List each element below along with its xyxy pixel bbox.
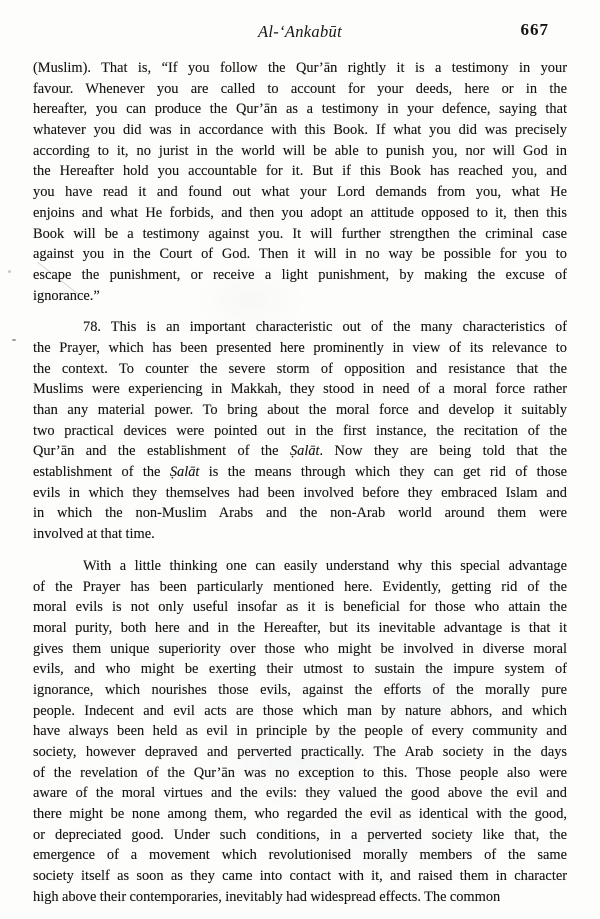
paragraph (33, 58, 567, 306)
text-line: moral evils is not only useful insofar as it is beneficial for those who attain the (33, 599, 567, 616)
text-line: there might be none among them, who regarded the evil as identical with the good, (33, 806, 567, 823)
text-line: hereafter, you can produce the Qur’ān as a testimony in your defence, saying that (33, 101, 567, 118)
text-line: or depreciated good. Under such conditions, in a perverted society like that, the (33, 826, 567, 843)
text-line: Qur’ān and the establishment of the Ṣalāt. Now they are being told that the (33, 443, 567, 460)
text-line: of the revelation of the Qur’ān was no exception to this. Those people also were (33, 764, 567, 781)
text-line: escape the punishment, or receive a light punishment, by making the excuse of (33, 266, 567, 283)
text-line: two practical devices were pointed out in the first instance, the recitation of the (33, 422, 567, 439)
text-line: society, however depraved and perverted practically. The Arab society in the days (33, 744, 567, 760)
text-line: than any material power. To bring about the moral force and develop it suitably (33, 402, 567, 418)
text-line: ignorance, which nourishes those evils, against the efforts of the morally pure (33, 681, 567, 698)
chapter-title: Al-‘Ankabūt (258, 22, 342, 41)
text-line: you have read it and found out what your Lord demands from you, what He (33, 184, 567, 201)
paragraph (33, 556, 567, 908)
text-line: establishment of the Ṣalāt is the means through which they can get rid of those (33, 464, 567, 481)
text-line: favour. Whenever you are called to account for your deeds, here or in the (33, 80, 567, 97)
text-line: society itself as soon as they came into contact with it, and raised them in character (33, 868, 567, 885)
page-header (33, 22, 567, 44)
scan-artifact-dot (12, 339, 16, 341)
text-line: against you in the Court of God. Then it will in no way be possible for you to (33, 246, 567, 263)
text-line: people. Indecent and evil acts are those which man by nature abhors, and which (33, 702, 567, 719)
text-line: whatever you did was in accordance with this Book. If what you did was precisely (33, 122, 567, 139)
text-line: evils in which they themselves had been involved before they embraced Islam and (33, 484, 567, 501)
text-line: moral purity, both here and in the Hereafter, but its inevitable advantage is that it (33, 619, 567, 636)
text-line: Muslims were experiencing in Makkah, they stood in need of a moral force rather (33, 381, 567, 398)
paragraph (33, 317, 567, 545)
text-line: Book will be a testimony against you. It will further strengthen the criminal case (33, 225, 567, 242)
text-line: the Prayer, which has been presented here prominently in view of its relevance to (33, 339, 567, 356)
text-line: With a little thinking one can easily understand why this special advantage (83, 557, 567, 574)
text-line: 78. This is an important characteristic out of the many characteristics of (83, 319, 567, 336)
scan-artifact-dot (8, 270, 11, 273)
text-line: according to it, no jurist in the world will be able to punish you, nor will God in (33, 142, 567, 159)
text-line: the Hereafter hold you accountable for it. But if this Book has reached you, and (33, 163, 567, 180)
text-line: the context. To counter the severe storm of opposition and resistance that the (33, 360, 567, 377)
page-number: 667 (520, 20, 549, 39)
text-line: emergence of a movement which revolutionised morally members of the same (33, 847, 567, 864)
text-line: in which the non-Muslim Arabs and the non-Arab world around them were (33, 505, 567, 522)
text-line: enjoins and what He forbids, and then you adopt an attitude opposed to it, then this (33, 204, 567, 221)
text-line: have always been held as evil in principle by the people of every community and (33, 723, 567, 740)
text-line: high above their contemporaries, inevitably had widespread effects. The common (33, 888, 501, 905)
text-line: aware of the moral virtues and the evils: they valued the good above the evil and (33, 785, 567, 802)
text-line: of the Prayer has been particularly mentioned here. Evidently, getting rid of the (33, 578, 567, 595)
text-line: (Muslim). That is, “If you follow the Qur’ān rightly it is a testimony in your (33, 60, 567, 76)
page-body (33, 58, 567, 919)
text-line: ignorance.” (33, 287, 100, 304)
text-line: evils, and who might be exerting their utmost to sustain the impure system of (33, 661, 567, 678)
text-line: involved at that time. (33, 526, 155, 543)
text-line: gives them unique superiority over those who might be involved in diverse moral (33, 640, 567, 657)
